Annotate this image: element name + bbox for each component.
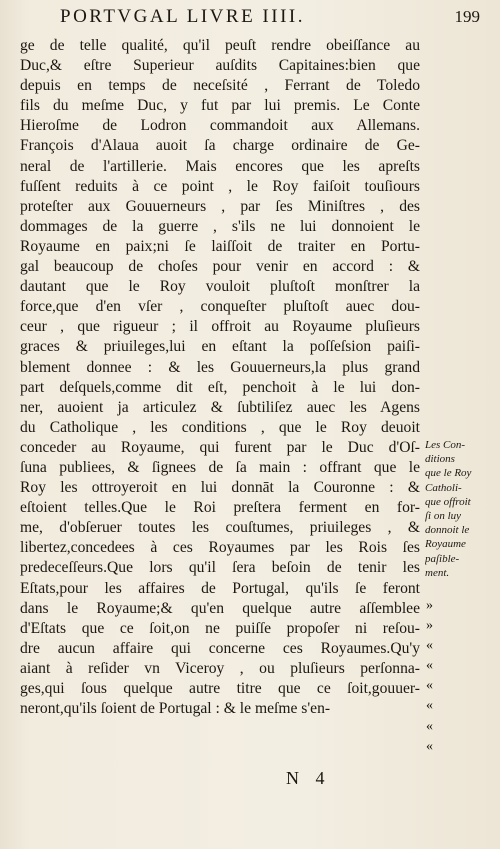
text-line: blement donnee : & les Gouuerneurs,la plus grand bbox=[20, 358, 420, 376]
text-line: fuſſent reduits à ce point , le Roy faiſoit touſiours bbox=[20, 177, 420, 195]
margin-note-line: Catholi- bbox=[425, 481, 462, 494]
margin-note bbox=[425, 438, 497, 580]
text-line: Royaume en paix;ni ſe laiſſoit de traiter en Portu- bbox=[20, 237, 420, 255]
text-line: Hieroſme de Lodron commandoit aux Allemans. bbox=[20, 117, 420, 135]
text-line: fils du meſme Duc, y fut par lui premis. Le Conte bbox=[20, 97, 420, 115]
text-line: Eſtats,pour les affaires de Portugal, qu'ils ſe feront bbox=[20, 579, 420, 597]
text-line: Roy les ottroyeroit en lui donnāt la Couronne : & bbox=[20, 479, 420, 497]
margin-note-line: ditions bbox=[425, 453, 455, 466]
margin-note-line: que le Roy bbox=[425, 467, 472, 480]
quote-mark: « bbox=[426, 678, 433, 694]
text-line: aiant à reſider vn Viceroy , ou pluſieurs perſonna- bbox=[20, 659, 420, 677]
margin-note-line: Royaume bbox=[425, 538, 466, 551]
text-line: neral de l'artillerie. Mais encores que les apreſts bbox=[20, 157, 420, 175]
quotation-marks-column bbox=[426, 596, 446, 757]
text-line: ceur , que rigueur ; il offroit au Royaume pluſieurs bbox=[20, 318, 420, 336]
quote-mark: « bbox=[426, 638, 433, 654]
text-line: depuis en temps de neceſsité , Ferrant de Toledo bbox=[20, 77, 420, 95]
page-header bbox=[60, 4, 480, 30]
margin-note-line: paſible- bbox=[425, 552, 460, 565]
text-line: ge de telle qualité, qu'il peuſt rendre obeiſſance au bbox=[20, 37, 420, 54]
text-line: conceder au Royaume, qui furent par le Duc d'Oſ- bbox=[20, 438, 420, 456]
quote-mark: « bbox=[426, 698, 433, 714]
quote-mark: » bbox=[426, 618, 433, 634]
text-line: Duc,& eſtre Superieur auſdits Capitaines:bien que bbox=[20, 57, 420, 75]
text-line: dans le Royaume;& qu'en quelque autre aſſemblee bbox=[20, 599, 420, 617]
text-line: graces & priuileges,lui en eſtant la poſſeſsion paiſi- bbox=[20, 338, 420, 356]
text-line: ges,qui ſous quelque autre titre que ce ſoit,gouuer- bbox=[20, 680, 420, 697]
text-line: du Catholique , les conditions , que le Roy deuoit bbox=[20, 418, 420, 436]
text-line: François d'Alaua auoit ſa charge ordinaire de Ge- bbox=[20, 137, 420, 155]
margin-note-line: ſi on luy bbox=[425, 509, 462, 522]
text-line: force,que d'en vſer , conqueſter pluſtoſt auec dou- bbox=[20, 298, 420, 316]
quote-mark: » bbox=[426, 598, 433, 613]
signature-mark: N 4 bbox=[286, 768, 331, 788]
margin-note-line: que offroit bbox=[425, 495, 471, 508]
text-line: neront,qu'ils ſoient de Portugal : & le meſme s'en- bbox=[20, 700, 331, 718]
text-line: libertez,concedees à ces Royaumes par les Rois ſes bbox=[20, 539, 420, 557]
main-text-block bbox=[20, 36, 420, 719]
text-line: gal beaucoup de choſes pour venir en accord : & bbox=[20, 258, 420, 276]
text-line: predeceſſeurs.Que lors qu'il ſera beſoin de tenir les bbox=[20, 559, 420, 577]
text-line: eſtoient telles.Que le Roi preſtera ferment en for- bbox=[20, 499, 420, 517]
running-title: PORTVGAL LIVRE IIII. bbox=[60, 6, 305, 27]
quote-mark: « bbox=[426, 658, 433, 674]
text-line: part deſquels,comme dit eſt, penchoit à le lui don- bbox=[20, 378, 420, 396]
text-line: dautant que le Roy vouloit pluſtoſt monſtrer la bbox=[20, 278, 420, 296]
quote-mark: « bbox=[426, 718, 433, 734]
text-line: d'Eſtats que ce ſoit,on ne puiſſe propoſer ni reſou- bbox=[20, 619, 420, 637]
margin-note-line: Les Con- bbox=[425, 439, 466, 451]
text-line: me, d'obſeruer toutes les couſtumes, priuileges , & bbox=[20, 519, 420, 537]
text-line: dre aucun affaire qui concerne ces Royaumes.Qu'y bbox=[20, 639, 420, 657]
text-line: ner, auoient ja articulez & ſubtiliſez auec les Agens bbox=[20, 398, 420, 416]
text-line: dommages de la guerre , s'ils ne lui donnoient le bbox=[20, 217, 420, 235]
text-line: ſuna publiees, & ſignees de ſa main : offrant que le bbox=[20, 458, 420, 476]
margin-note-line: donnoit le bbox=[425, 524, 470, 537]
page-number: 199 bbox=[454, 7, 480, 26]
margin-note-line: ment. bbox=[425, 566, 450, 579]
quote-mark: « bbox=[426, 738, 433, 754]
text-line: proteſter aux Gouuerneurs , par ſes Miniſtres , des bbox=[20, 197, 420, 215]
